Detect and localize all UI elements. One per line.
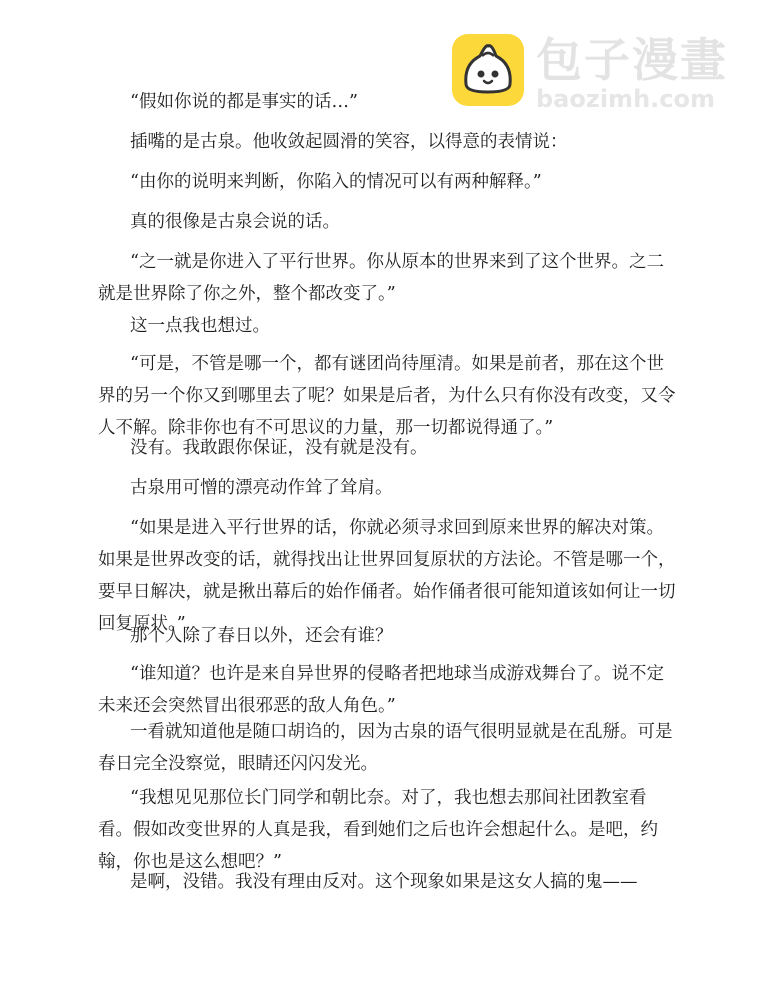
paragraph-8: 没有。我敢跟你保证，没有就是没有。 <box>130 438 428 458</box>
paragraph-10: “如果是进入平行世界的话，你就必须寻求回到原来世界的解决对策。如果是世界改变的话，就得找出让世界回复原状的方法论。不管是哪一个，要早日解决，就是揪出幕后的始作俑者。始作俑者很可能知道该如何让一切回复原状。” <box>98 518 676 634</box>
watermark-domain: baozimh.com <box>536 85 715 113</box>
paragraph-1: “假如你说的都是事实的话…” <box>130 92 358 112</box>
paragraph-2: 插嘴的是古泉。他收敛起圆滑的笑容，以得意的表情说： <box>130 132 568 152</box>
paragraph-7: “可是，不管是哪一个，都有谜团尚待厘清。如果是前者，那在这个世界的另一个你又到哪里去了呢？如果是后者，为什么只有你没有改变，又令人不解。除非你也有不可思议的力量，那一切都说得通了。” <box>98 354 676 438</box>
paragraph-14: “我想见见那位长门同学和朝比奈。对了，我也想去那间社团教室看看。假如改变世界的人真是我，看到她们之后也许会想起什么。是吧，约翰，你也是这么想吧？” <box>98 788 658 872</box>
paragraph-15: 是啊，没错。我没有理由反对。这个现象如果是这女人搞的鬼—— <box>130 872 638 892</box>
paragraph-6: 这一点我也想过。 <box>130 316 270 336</box>
paragraph-12: “谁知道？也许是来自异世界的侵略者把地球当成游戏舞台了。说不定未来还会突然冒出很邪恶的敌人角色。” <box>98 664 664 716</box>
paragraph-3: “由你的说明来判断，你陷入的情况可以有两种解释。” <box>130 172 542 192</box>
watermark-title: 包子漫畫 <box>536 33 728 87</box>
paragraph-11: 那个人除了春日以外，还会有谁？ <box>130 626 393 646</box>
paragraph-5: “之一就是你进入了平行世界。你从原本的世界来到了这个世界。之二就是世界除了你之外，整个都改变了。” <box>98 252 664 304</box>
paragraph-4: 真的很像是古泉会说的话。 <box>130 212 340 232</box>
paragraph-9: 古泉用可憎的漂亮动作耸了耸肩。 <box>130 478 393 498</box>
paragraph-13: 一看就知道他是随口胡诌的，因为古泉的语气很明显就是在乱掰。可是春日完全没察觉，眼睛还闪闪发光。 <box>98 722 673 774</box>
